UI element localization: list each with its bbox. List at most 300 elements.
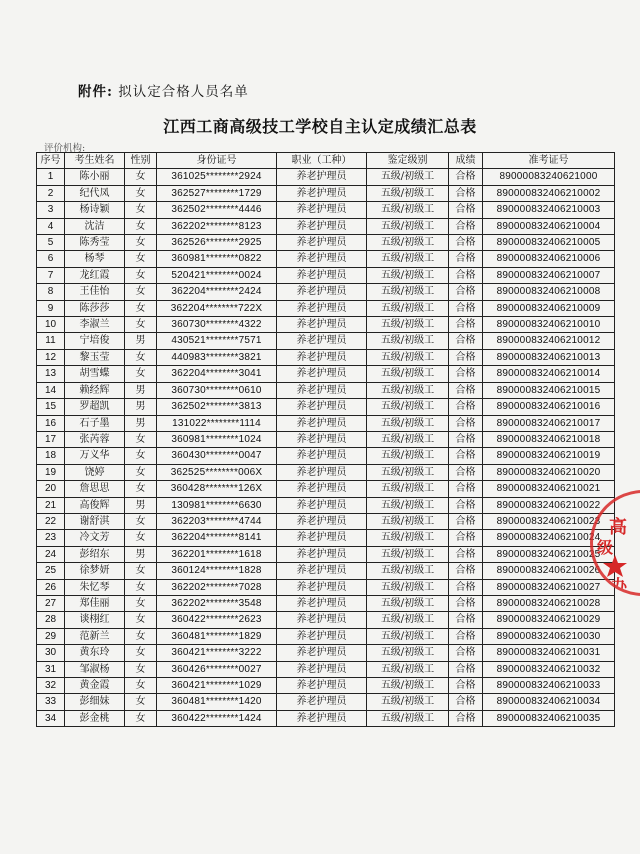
attachment-prefix: 附件:	[78, 84, 113, 100]
cell-gender: 男	[125, 333, 157, 349]
cell-exam-number: 890000832406210031	[483, 645, 615, 661]
cell-result: 合格	[449, 481, 483, 497]
cell-level: 五级/初级工	[367, 481, 449, 497]
cell-name: 詹思思	[65, 481, 125, 497]
cell-occupation: 养老护理员	[277, 399, 367, 415]
cell-name: 宁培俊	[65, 333, 125, 349]
cell-level: 五级/初级工	[367, 366, 449, 382]
cell-index: 11	[37, 333, 65, 349]
cell-index: 9	[37, 300, 65, 316]
table-row	[37, 694, 615, 710]
cell-gender: 男	[125, 415, 157, 431]
cell-level: 五级/初级工	[367, 448, 449, 464]
cell-occupation: 养老护理员	[277, 710, 367, 726]
cell-exam-number: 890000832406210017	[483, 415, 615, 431]
table-row	[37, 497, 615, 513]
cell-id-number: 360430********0047	[157, 448, 277, 464]
cell-exam-number: 890000832406210012	[483, 333, 615, 349]
cell-index: 30	[37, 645, 65, 661]
table-row	[37, 530, 615, 546]
cell-level: 五级/初级工	[367, 694, 449, 710]
cell-exam-number: 890000832406210026	[483, 563, 615, 579]
cell-level: 五级/初级工	[367, 251, 449, 267]
cell-name: 沈洁	[65, 218, 125, 234]
cell-id-number: 362202********8123	[157, 218, 277, 234]
cell-level: 五级/初级工	[367, 497, 449, 513]
cell-occupation: 养老护理员	[277, 645, 367, 661]
table-row	[37, 612, 615, 628]
cell-level: 五级/初级工	[367, 546, 449, 562]
cell-result: 合格	[449, 546, 483, 562]
cell-exam-number: 890000832406210034	[483, 694, 615, 710]
document-title: 江西工商高级技工学校自主认定成绩汇总表	[163, 117, 477, 136]
cell-occupation: 养老护理员	[277, 235, 367, 251]
col-header-name: 考生姓名	[65, 153, 125, 169]
cell-result: 合格	[449, 366, 483, 382]
cell-index: 6	[37, 251, 65, 267]
cell-occupation: 养老护理员	[277, 251, 367, 267]
cell-gender: 女	[125, 169, 157, 185]
cell-gender: 女	[125, 661, 157, 677]
cell-name: 纪代凤	[65, 185, 125, 201]
cell-level: 五级/初级工	[367, 333, 449, 349]
cell-index: 13	[37, 366, 65, 382]
cell-name: 范新兰	[65, 628, 125, 644]
cell-index: 16	[37, 415, 65, 431]
cell-name: 冷文芳	[65, 530, 125, 546]
table-row	[37, 464, 615, 480]
cell-id-number: 360481********1420	[157, 694, 277, 710]
cell-name: 黄东玲	[65, 645, 125, 661]
cell-result: 合格	[449, 382, 483, 398]
cell-result: 合格	[449, 595, 483, 611]
cell-exam-number: 890000832406210032	[483, 661, 615, 677]
cell-name: 黄金霞	[65, 678, 125, 694]
col-header-gender: 性别	[125, 153, 157, 169]
cell-id-number: 360981********0822	[157, 251, 277, 267]
cell-occupation: 养老护理员	[277, 366, 367, 382]
official-seal-stamp	[590, 490, 640, 596]
cell-level: 五级/初级工	[367, 382, 449, 398]
cell-gender: 女	[125, 513, 157, 529]
col-header-result: 成绩	[449, 153, 483, 169]
cell-id-number: 130981********6630	[157, 497, 277, 513]
cell-level: 五级/初级工	[367, 628, 449, 644]
cell-occupation: 养老护理员	[277, 300, 367, 316]
cell-gender: 女	[125, 185, 157, 201]
cell-id-number: 360421********3222	[157, 645, 277, 661]
cell-name: 杨琴	[65, 251, 125, 267]
cell-gender: 女	[125, 349, 157, 365]
cell-gender: 女	[125, 300, 157, 316]
cell-index: 27	[37, 595, 65, 611]
cell-occupation: 养老护理员	[277, 382, 367, 398]
table-row	[37, 267, 615, 283]
cell-id-number: 361025********2924	[157, 169, 277, 185]
cell-id-number: 360981********1024	[157, 431, 277, 447]
cell-name: 赖经辉	[65, 382, 125, 398]
cell-exam-number: 89000083240621000	[483, 169, 615, 185]
cell-exam-number: 890000832406210019	[483, 448, 615, 464]
cell-id-number: 362502********3813	[157, 399, 277, 415]
cell-occupation: 养老护理员	[277, 349, 367, 365]
cell-occupation: 养老护理员	[277, 169, 367, 185]
cell-occupation: 养老护理员	[277, 678, 367, 694]
cell-level: 五级/初级工	[367, 235, 449, 251]
cell-occupation: 养老护理员	[277, 267, 367, 283]
cell-level: 五级/初级工	[367, 300, 449, 316]
cell-name: 饶婷	[65, 464, 125, 480]
cell-result: 合格	[449, 448, 483, 464]
cell-gender: 女	[125, 317, 157, 333]
cell-name: 彭细妹	[65, 694, 125, 710]
cell-result: 合格	[449, 218, 483, 234]
cell-exam-number: 890000832406210030	[483, 628, 615, 644]
cell-id-number: 362201********1618	[157, 546, 277, 562]
cell-exam-number: 890000832406210023	[483, 513, 615, 529]
cell-gender: 女	[125, 284, 157, 300]
cell-index: 15	[37, 399, 65, 415]
cell-result: 合格	[449, 563, 483, 579]
cell-occupation: 养老护理员	[277, 481, 367, 497]
table-row	[37, 513, 615, 529]
cell-exam-number: 890000832406210028	[483, 595, 615, 611]
cell-gender: 女	[125, 431, 157, 447]
table-row	[37, 448, 615, 464]
table-row	[37, 415, 615, 431]
table-row	[37, 563, 615, 579]
cell-id-number: 360422********1424	[157, 710, 277, 726]
cell-name: 龙红霞	[65, 267, 125, 283]
cell-exam-number: 890000832406210002	[483, 185, 615, 201]
cell-result: 合格	[449, 710, 483, 726]
cell-name: 王佳怡	[65, 284, 125, 300]
col-header-index: 序号	[37, 153, 65, 169]
cell-result: 合格	[449, 661, 483, 677]
cell-id-number: 362202********7028	[157, 579, 277, 595]
cell-index: 25	[37, 563, 65, 579]
cell-level: 五级/初级工	[367, 267, 449, 283]
cell-index: 21	[37, 497, 65, 513]
cell-id-number: 360426********0027	[157, 661, 277, 677]
cell-id-number: 360730********0610	[157, 382, 277, 398]
cell-exam-number: 890000832406210015	[483, 382, 615, 398]
cell-gender: 女	[125, 579, 157, 595]
cell-level: 五级/初级工	[367, 563, 449, 579]
cell-gender: 女	[125, 366, 157, 382]
cell-gender: 男	[125, 399, 157, 415]
cell-gender: 女	[125, 612, 157, 628]
cell-gender: 女	[125, 563, 157, 579]
table-row	[37, 431, 615, 447]
cell-index: 3	[37, 202, 65, 218]
cell-result: 合格	[449, 267, 483, 283]
cell-index: 20	[37, 481, 65, 497]
cell-id-number: 362526********2925	[157, 235, 277, 251]
attachment-heading	[78, 80, 249, 100]
cell-index: 31	[37, 661, 65, 677]
cell-occupation: 养老护理员	[277, 284, 367, 300]
cell-name: 胡雪蝶	[65, 366, 125, 382]
cell-index: 34	[37, 710, 65, 726]
cell-occupation: 养老护理员	[277, 579, 367, 595]
cell-id-number: 440983********3821	[157, 349, 277, 365]
cell-name: 万义华	[65, 448, 125, 464]
cell-name: 高俊辉	[65, 497, 125, 513]
table-row	[37, 333, 615, 349]
cell-occupation: 养老护理员	[277, 661, 367, 677]
cell-index: 8	[37, 284, 65, 300]
cell-exam-number: 890000832406210035	[483, 710, 615, 726]
cell-id-number: 360428********126X	[157, 481, 277, 497]
cell-exam-number: 890000832406210022	[483, 497, 615, 513]
cell-index: 10	[37, 317, 65, 333]
table-row	[37, 481, 615, 497]
table-row	[37, 251, 615, 267]
cell-name: 朱忆琴	[65, 579, 125, 595]
cell-gender: 女	[125, 595, 157, 611]
cell-gender: 女	[125, 267, 157, 283]
cell-index: 32	[37, 678, 65, 694]
cell-occupation: 养老护理员	[277, 464, 367, 480]
cell-index: 7	[37, 267, 65, 283]
cell-index: 33	[37, 694, 65, 710]
cell-exam-number: 890000832406210006	[483, 251, 615, 267]
cell-name: 陈莎莎	[65, 300, 125, 316]
cell-result: 合格	[449, 530, 483, 546]
table-row	[37, 399, 615, 415]
table-header-row	[37, 153, 615, 169]
cell-occupation: 养老护理员	[277, 431, 367, 447]
cell-gender: 女	[125, 481, 157, 497]
svg-text:办: 办	[611, 576, 628, 593]
cell-index: 28	[37, 612, 65, 628]
cell-id-number: 362204********722X	[157, 300, 277, 316]
cell-name: 谢舒淇	[65, 513, 125, 529]
col-header-exam-number: 准考证号	[483, 153, 615, 169]
cell-level: 五级/初级工	[367, 678, 449, 694]
cell-level: 五级/初级工	[367, 464, 449, 480]
attachment-text: 拟认定合格人员名单	[118, 84, 249, 100]
cell-index: 19	[37, 464, 65, 480]
cell-exam-number: 890000832406210014	[483, 366, 615, 382]
cell-occupation: 养老护理员	[277, 415, 367, 431]
cell-gender: 男	[125, 497, 157, 513]
cell-result: 合格	[449, 202, 483, 218]
table-row	[37, 579, 615, 595]
cell-level: 五级/初级工	[367, 612, 449, 628]
cell-gender: 女	[125, 694, 157, 710]
cell-exam-number: 890000832406210020	[483, 464, 615, 480]
cell-result: 合格	[449, 185, 483, 201]
cell-exam-number: 890000832406210003	[483, 202, 615, 218]
cell-result: 合格	[449, 333, 483, 349]
cell-exam-number: 890000832406210024	[483, 530, 615, 546]
cell-id-number: 362202********3548	[157, 595, 277, 611]
cell-result: 合格	[449, 497, 483, 513]
cell-level: 五级/初级工	[367, 169, 449, 185]
cell-occupation: 养老护理员	[277, 612, 367, 628]
cell-name: 黎玉莹	[65, 349, 125, 365]
cell-exam-number: 890000832406210008	[483, 284, 615, 300]
cell-id-number: 360481********1829	[157, 628, 277, 644]
cell-exam-number: 890000832406210029	[483, 612, 615, 628]
cell-index: 18	[37, 448, 65, 464]
table-row	[37, 595, 615, 611]
cell-occupation: 养老护理员	[277, 513, 367, 529]
cell-result: 合格	[449, 431, 483, 447]
cell-name: 郑佳丽	[65, 595, 125, 611]
table-row	[37, 661, 615, 677]
cell-level: 五级/初级工	[367, 710, 449, 726]
cell-level: 五级/初级工	[367, 530, 449, 546]
cell-id-number: 362203********4744	[157, 513, 277, 529]
table-row	[37, 235, 615, 251]
cell-index: 5	[37, 235, 65, 251]
cell-id-number: 430521********7571	[157, 333, 277, 349]
cell-exam-number: 890000832406210033	[483, 678, 615, 694]
cell-result: 合格	[449, 415, 483, 431]
cell-level: 五级/初级工	[367, 202, 449, 218]
cell-exam-number: 890000832406210005	[483, 235, 615, 251]
cell-exam-number: 890000832406210021	[483, 481, 615, 497]
svg-text:高: 高	[609, 517, 627, 538]
table-body	[37, 169, 615, 727]
cell-index: 24	[37, 546, 65, 562]
cell-name: 徐梦妍	[65, 563, 125, 579]
cell-exam-number: 890000832406210010	[483, 317, 615, 333]
table-row	[37, 218, 615, 234]
cell-result: 合格	[449, 284, 483, 300]
cell-name: 彭绍东	[65, 546, 125, 562]
cell-result: 合格	[449, 251, 483, 267]
table-row	[37, 284, 615, 300]
cell-result: 合格	[449, 349, 483, 365]
cell-result: 合格	[449, 612, 483, 628]
table-row	[37, 317, 615, 333]
cell-level: 五级/初级工	[367, 317, 449, 333]
cell-gender: 女	[125, 710, 157, 726]
cell-result: 合格	[449, 399, 483, 415]
org-label: 评价机构:	[44, 143, 86, 154]
cell-index: 29	[37, 628, 65, 644]
table-row	[37, 366, 615, 382]
cell-index: 17	[37, 431, 65, 447]
cell-level: 五级/初级工	[367, 661, 449, 677]
cell-result: 合格	[449, 464, 483, 480]
cell-occupation: 养老护理员	[277, 202, 367, 218]
cell-gender: 女	[125, 251, 157, 267]
cell-level: 五级/初级工	[367, 218, 449, 234]
cell-exam-number: 890000832406210016	[483, 399, 615, 415]
table-row	[37, 546, 615, 562]
table-row	[37, 628, 615, 644]
cell-level: 五级/初级工	[367, 415, 449, 431]
cell-name: 杨诗颖	[65, 202, 125, 218]
cell-gender: 女	[125, 530, 157, 546]
cell-exam-number: 890000832406210025	[483, 546, 615, 562]
cell-exam-number: 890000832406210004	[483, 218, 615, 234]
table-row	[37, 349, 615, 365]
cell-name: 邹淑杨	[65, 661, 125, 677]
cell-name: 罗超凯	[65, 399, 125, 415]
cell-gender: 女	[125, 202, 157, 218]
table-row	[37, 382, 615, 398]
cell-name: 李淑兰	[65, 317, 125, 333]
cell-level: 五级/初级工	[367, 431, 449, 447]
cell-name: 张芮蓉	[65, 431, 125, 447]
table-row	[37, 678, 615, 694]
cell-index: 22	[37, 513, 65, 529]
cell-occupation: 养老护理员	[277, 185, 367, 201]
cell-level: 五级/初级工	[367, 399, 449, 415]
cell-id-number: 360422********2623	[157, 612, 277, 628]
cell-id-number: 362527********1729	[157, 185, 277, 201]
cell-gender: 女	[125, 235, 157, 251]
cell-occupation: 养老护理员	[277, 546, 367, 562]
cell-name: 陈秀莹	[65, 235, 125, 251]
cell-result: 合格	[449, 579, 483, 595]
cell-id-number: 360421********1029	[157, 678, 277, 694]
cell-occupation: 养老护理员	[277, 333, 367, 349]
svg-text:级: 级	[597, 538, 614, 557]
cell-index: 4	[37, 218, 65, 234]
cell-occupation: 养老护理员	[277, 530, 367, 546]
cell-index: 23	[37, 530, 65, 546]
cell-name: 彭金桃	[65, 710, 125, 726]
cell-exam-number: 890000832406210027	[483, 579, 615, 595]
cell-index: 14	[37, 382, 65, 398]
table-row	[37, 300, 615, 316]
col-header-level: 鉴定级别	[367, 153, 449, 169]
cell-level: 五级/初级工	[367, 645, 449, 661]
cell-id-number: 362502********4446	[157, 202, 277, 218]
cell-level: 五级/初级工	[367, 579, 449, 595]
cell-gender: 女	[125, 628, 157, 644]
cell-level: 五级/初级工	[367, 595, 449, 611]
cell-occupation: 养老护理员	[277, 563, 367, 579]
cell-gender: 男	[125, 546, 157, 562]
cell-index: 2	[37, 185, 65, 201]
cell-exam-number: 890000832406210007	[483, 267, 615, 283]
table-row	[37, 185, 615, 201]
cell-result: 合格	[449, 300, 483, 316]
cell-id-number: 362204********2424	[157, 284, 277, 300]
cell-name: 陈小丽	[65, 169, 125, 185]
cell-occupation: 养老护理员	[277, 694, 367, 710]
cell-result: 合格	[449, 645, 483, 661]
cell-exam-number: 890000832406210018	[483, 431, 615, 447]
cell-occupation: 养老护理员	[277, 317, 367, 333]
cell-gender: 女	[125, 464, 157, 480]
cell-level: 五级/初级工	[367, 185, 449, 201]
cell-id-number: 360124********1828	[157, 563, 277, 579]
cell-name: 石子墨	[65, 415, 125, 431]
cell-id-number: 362204********3041	[157, 366, 277, 382]
cell-occupation: 养老护理员	[277, 595, 367, 611]
cell-level: 五级/初级工	[367, 349, 449, 365]
results-table	[36, 152, 615, 727]
cell-result: 合格	[449, 235, 483, 251]
col-header-occupation: 职业（工种）	[277, 153, 367, 169]
cell-index: 1	[37, 169, 65, 185]
cell-occupation: 养老护理员	[277, 218, 367, 234]
cell-id-number: 131022********1114	[157, 415, 277, 431]
cell-level: 五级/初级工	[367, 284, 449, 300]
table-row	[37, 710, 615, 726]
col-header-id-number: 身份证号	[157, 153, 277, 169]
cell-exam-number: 890000832406210013	[483, 349, 615, 365]
